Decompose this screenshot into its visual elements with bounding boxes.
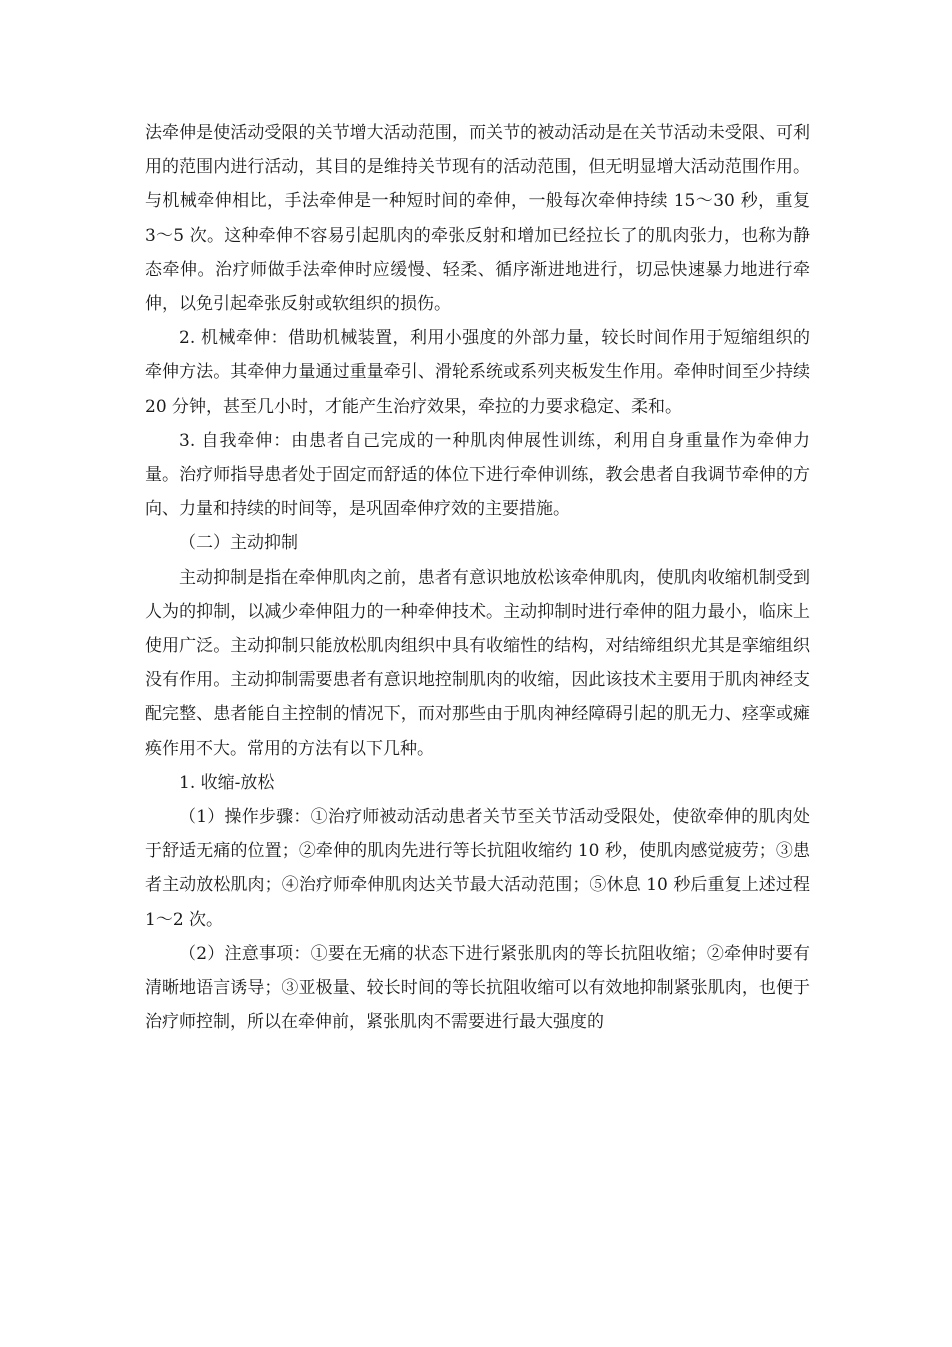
document-page (145, 116, 810, 1039)
paragraph-active-inhibition: 主动抑制是指在牵伸肌肉之前，患者有意识地放松该牵伸肌肉，使肌肉收缩机制受到人为的抑制，以减少牵伸阻力的一种牵伸技术。主动抑制时进行牵伸的阻力最小，临床上使用广泛。主动抑制只能放松肌肉组织中具有收缩性的结构，对结缔组织尤其是挛缩组织没有作用。主动抑制需要患者有意识地控制肌肉的收缩，因此该技术主要用于肌肉神经支配完整、患者能自主控制的情况下，而对那些由于肌肉神经障碍引起的肌无力、痉挛或瘫痪作用不大。常用的方法有以下几种。 (145, 567, 810, 759)
paragraph-self-stretch: 3. 自我牵伸：由患者自己完成的一种肌肉伸展性训练，利用自身重量作为牵伸力量。治疗师指导患者处于固定而舒适的体位下进行牵伸训练，教会患者自我调节牵伸的方向、力量和持续的时间等，是巩固牵伸疗效的主要措施。 (145, 430, 810, 520)
paragraph-mechanical-stretch: 2. 机械牵伸：借助机械装置，利用小强度的外部力量，较长时间作用于短缩组织的牵伸方法。其牵伸力量通过重量牵引、滑轮系统或系列夹板发生作用。牵伸时间至少持续 20 分钟，甚至几小时，才能产生治疗效果，牵拉的力要求稳定、柔和。 (145, 328, 810, 417)
paragraph-manual-stretch-continued: 法牵伸是使活动受限的关节增大活动范围，而关节的被动活动是在关节活动未受限、可利用的范围内进行活动，其目的是维持关节现有的活动范围，但无明显增大活动范围作用。与机械牵伸相比，手法牵伸是一种短时间的牵伸，一般每次牵伸持续 15～30 秒，重复 3～5 次。这种牵伸不容易引起肌肉的牵张反射和增加已经拉长了的肌肉张力，也称为静态牵伸。治疗师做手法牵伸时应缓慢、轻柔、循序渐进地进行，切忌快速暴力地进行牵伸，以免引起牵张反射或软组织的损伤。 (145, 123, 810, 315)
subheading-contract-relax: 1. 收缩-放松 (179, 772, 275, 793)
paragraph-operation-steps: （1）操作步骤：①治疗师被动活动患者关节至关节活动受限处，使欲牵伸的肌肉处于舒适无痛的位置；②牵伸的肌肉先进行等长抗阻收缩约 10 秒，使肌肉感觉疲劳；③患者主动放松肌肉；④治疗师牵伸肌肉达关节最大活动范围；⑤休息 10 秒后重复上述过程 1～2 次。 (145, 807, 810, 930)
paragraph-precautions: （2）注意事项：①要在无痛的状态下进行紧张肌肉的等长抗阻收缩；②牵伸时要有清晰地语言诱导；③亚极量、较长时间的等长抗阻收缩可以有效地抑制紧张肌肉，也便于治疗师控制，所以在牵伸前，紧张肌肉不需要进行最大强度的 (145, 943, 810, 1033)
section-heading-active-inhibition: （二）主动抑制 (179, 533, 298, 554)
